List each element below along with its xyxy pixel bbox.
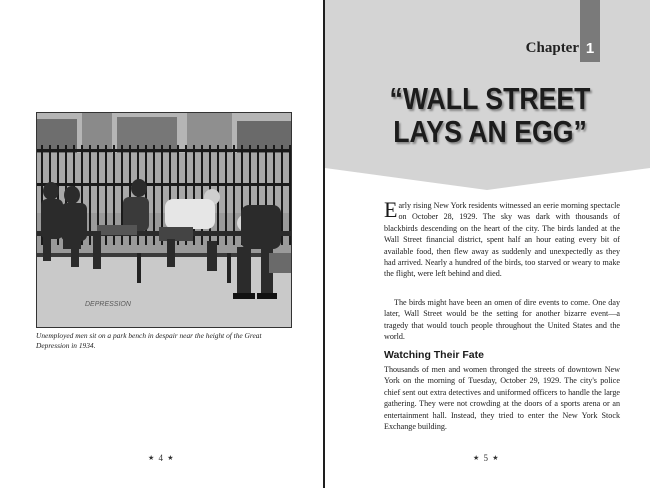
chapter-label: Chapter <box>525 40 579 56</box>
photo-illustration <box>37 113 291 327</box>
left-page <box>0 0 323 488</box>
folio-star-icon: ★ <box>473 454 481 462</box>
section-heading: Watching Their Fate <box>384 349 484 361</box>
depression-photo <box>36 112 292 328</box>
page-number-left <box>148 453 175 463</box>
paragraph-2: The birds might have been an omen of dire events to come. One day later, Wall Street would be the setting for another bizarre event—a tragedy that would touch people throughout the United States and the world. <box>384 298 620 342</box>
page-number-value: 4 <box>158 453 165 463</box>
page-number-value: 5 <box>483 453 490 463</box>
folio-star-icon: ★ <box>492 454 500 462</box>
depression-label: DEPRESSION <box>85 301 131 308</box>
chapter-number: 1 <box>585 40 595 57</box>
page-number-right <box>473 453 500 463</box>
photo-caption: Unemployed men sit on a park bench in despair near the height of the Great Depression in 1934. <box>36 331 262 350</box>
folio-star-icon: ★ <box>167 454 175 462</box>
drop-cap: E <box>384 197 398 222</box>
chapter-title <box>365 82 614 148</box>
paragraph-1-text: arly rising New York residents witnessed an eerie morning spectacle on October 28, 1929. The sky was dark with thousands of blackbirds descending on the heart of the city. The birds landed at the Wall Street financial district, spent half an hour eating every bit of available food, then flew away as suddenly and unexpectedly as they had arrived. Nearly a hundred of the birds, too starved or weary to make the flight, were left behind and died. <box>384 201 620 279</box>
chapter-title-line2: LAYS AN EGG” <box>393 114 587 149</box>
paragraph-1 <box>384 197 620 280</box>
right-page <box>325 0 650 488</box>
folio-star-icon: ★ <box>148 454 156 462</box>
chapter-title-line1: “WALL STREET <box>389 81 591 116</box>
paragraph-3: Thousands of men and women thronged the streets of downtown New York on the morning of Tuesday, October 29, 1929. The city's police chief sent out extra detectives and uniformed officers to handle the large gathering. They were not crowding at the doors of a sports arena or an entertainment hall. Instead, they tried to enter the New York Stock Exchange building. <box>384 365 620 432</box>
